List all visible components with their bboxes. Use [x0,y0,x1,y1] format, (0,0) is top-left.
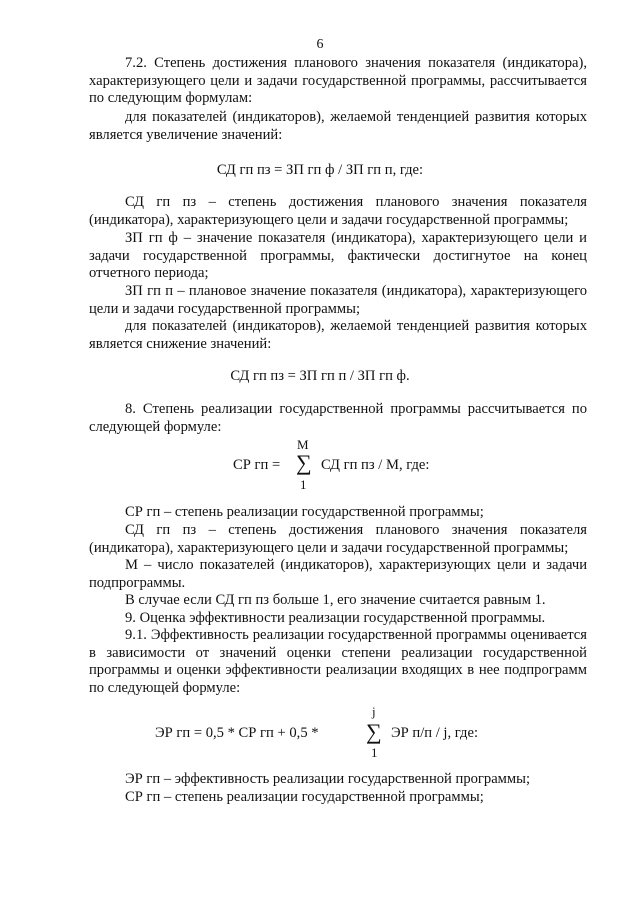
paragraph-9-1: 9.1. Эффективность реализации государственной программы оценивается в зависимости от значений оценки степени реализации государственной программы и оценки эффективности реализации входящих в нее подпрограмм по следующей формуле: [89,627,587,696]
paragraph-7-2: 7.2. Степень достижения планового значения показателя (индикатора), характеризующего цели и задачи государственной программы, рассчитывается по следующим формулам: [89,55,587,106]
definition-sr-gp: СР гп – степень реализации государственной программы; [125,504,484,520]
paragraph-8: 8. Степень реализации государственной программы рассчитывается по следующей формуле: [89,401,587,435]
sigma-symbol: ∑ [296,450,312,475]
sum-lower-limit: 1 [300,477,307,492]
definition-sd-gp-pz: СД гп пз – степень достижения планового значения показателя (индикатора), характеризующего цели и задачи государственной программы; [89,194,587,228]
definition-sd-gp-pz-2: СД гп пз – степень достижения планового значения показателя (индикатора), характеризующего цели и задачи государственной программы; [89,522,587,556]
formula-rhs: ЭР п/п / j, где: [391,725,478,741]
definition-zp-gp-p: ЗП гп п – плановое значение показателя (индикатора), характеризующего цели и задачи государственной программы; [89,283,587,317]
formula-lhs: ЭР гп = 0,5 * СР гп + 0,5 * [155,725,319,741]
sum-upper-limit: j [372,704,376,719]
formula-achievement-increase: СД гп пз = ЗП гп ф / ЗП гп п, где: [216,162,424,178]
definition-sr-gp-2: СР гп – степень реализации государственной программы; [125,789,484,805]
sigma-symbol: ∑ [366,719,382,744]
paragraph-decrease-indicators: для показателей (индикаторов), желаемой тенденцией развития которых является снижение значений: [89,318,587,352]
page-number: 6 [316,37,324,52]
sum-lower-limit: 1 [371,745,378,760]
formula-lhs: СР гп = [233,457,281,473]
definition-er-gp: ЭР гп – эффективность реализации государственной программы; [125,771,530,787]
definition-zp-gp-f: ЗП гп ф – значение показателя (индикатора), характеризующего цели и задачи государственной программы, фактически достигнутое на конец отчетного периода; [89,230,587,281]
paragraph-9: 9. Оценка эффективности реализации государственной программы. [125,610,546,626]
definition-m: М – число показателей (индикаторов), характеризующих цели и задачи подпрограммы. [89,557,587,591]
sum-upper-limit: M [297,437,309,452]
formula-achievement-decrease: СД гп пз = ЗП гп п / ЗП гп ф. [230,368,410,384]
paragraph-case: В случае если СД гп пз больше 1, его значение считается равным 1. [125,592,546,608]
paragraph-increase-indicators: для показателей (индикаторов), желаемой тенденцией развития которых является увеличение значений: [89,109,587,143]
formula-rhs: СД гп пз / М, где: [321,457,430,473]
